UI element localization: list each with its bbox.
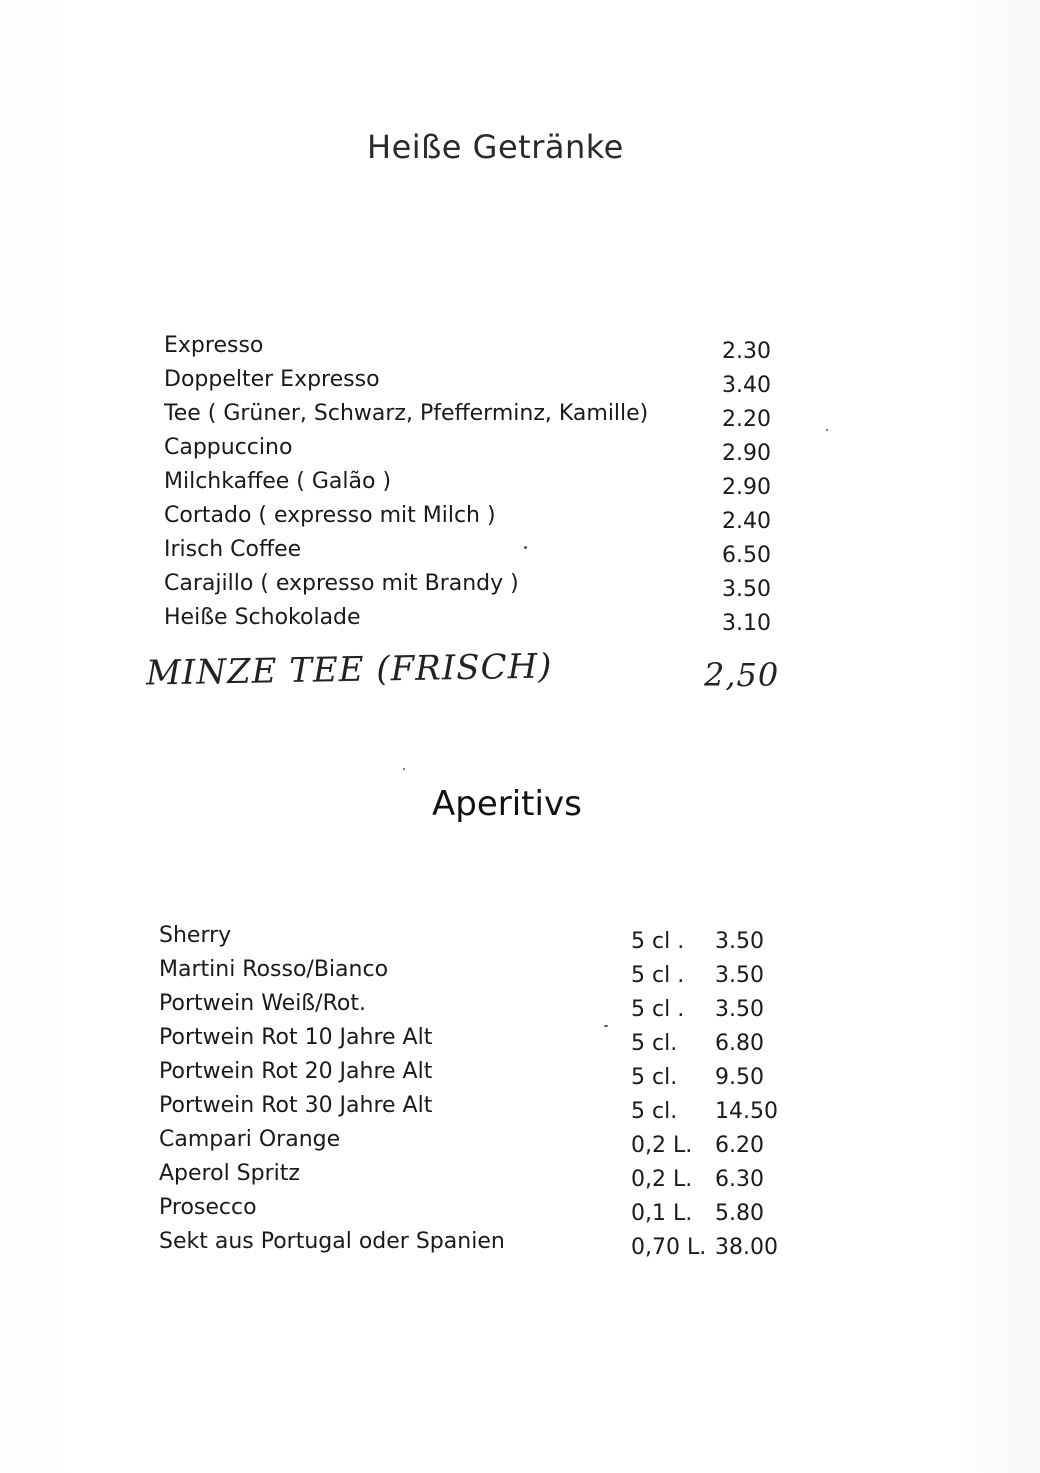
- item-price: 2.90: [722, 441, 771, 466]
- item-name: Doppelter Expresso: [164, 367, 380, 392]
- item-size: 5 cl.: [631, 1031, 678, 1056]
- item-name: Martini Rosso/Bianco: [159, 957, 389, 982]
- item-price: 3.50: [715, 963, 764, 988]
- list-item: [164, 367, 804, 401]
- aperitivs-list: [159, 923, 799, 1283]
- item-name: Carajillo ( expresso mit Brandy ): [164, 571, 519, 596]
- item-name: Cappuccino: [164, 435, 293, 460]
- item-size: 0,2 L.: [631, 1167, 693, 1192]
- item-name: Milchkaffee ( Galão ): [164, 469, 392, 494]
- item-price: 3.50: [722, 577, 771, 602]
- item-price: 38.00: [715, 1235, 778, 1260]
- item-name: Sekt aus Portugal oder Spanien: [159, 1229, 505, 1254]
- item-price: 3.40: [722, 373, 771, 398]
- item-name: Portwein Rot 20 Jahre Alt: [159, 1059, 433, 1084]
- list-item: [164, 469, 804, 503]
- list-item: [164, 333, 804, 367]
- item-price: 6.20: [715, 1133, 764, 1158]
- item-price: 2.20: [722, 407, 771, 432]
- list-item: [159, 1059, 799, 1093]
- hot-drinks-title: Heiße Getränke: [367, 128, 624, 166]
- item-price: 14.50: [715, 1099, 778, 1124]
- item-price: 2.30: [722, 339, 771, 364]
- item-name: Heiße Schokolade: [164, 605, 361, 630]
- item-price: 6.30: [715, 1167, 764, 1192]
- item-price: 3.10: [722, 611, 771, 636]
- paper-speck: [826, 429, 828, 431]
- list-item: [159, 1093, 799, 1127]
- list-item: [159, 1025, 799, 1059]
- aperitivs-title: Aperitivs: [432, 784, 582, 824]
- item-name: Expresso: [164, 333, 264, 358]
- item-name: Sherry: [159, 923, 232, 948]
- list-item: [164, 401, 804, 435]
- item-name: Campari Orange: [159, 1127, 341, 1152]
- item-size: 0,70 L.: [631, 1235, 707, 1260]
- item-size: 5 cl.: [631, 1065, 678, 1090]
- item-price: 3.50: [715, 929, 764, 954]
- item-price: 6.50: [722, 543, 771, 568]
- paper-speck: [403, 768, 405, 770]
- item-name: Portwein Rot 10 Jahre Alt: [159, 1025, 433, 1050]
- item-size: 0,1 L.: [631, 1201, 693, 1226]
- paper-speck: [604, 1025, 608, 1027]
- list-item: [164, 503, 804, 537]
- list-item: [159, 1161, 799, 1195]
- hot-drinks-list: [164, 333, 804, 673]
- item-size: 0,2 L.: [631, 1133, 693, 1158]
- item-size: 5 cl.: [631, 1099, 678, 1124]
- item-name: Prosecco: [159, 1195, 257, 1220]
- list-item: [159, 957, 799, 991]
- item-price: 2.40: [722, 509, 771, 534]
- item-name: Irisch Coffee: [164, 537, 302, 562]
- list-item: [159, 1229, 799, 1263]
- item-name: Cortado ( expresso mit Milch ): [164, 503, 496, 528]
- list-item: [164, 605, 804, 639]
- list-item: [164, 571, 804, 605]
- item-name: Portwein Weiß/Rot.: [159, 991, 366, 1016]
- list-item: [159, 991, 799, 1025]
- item-price: 5.80: [715, 1201, 764, 1226]
- item-price: 3.50: [715, 997, 764, 1022]
- handwritten-item-price: 2,50: [704, 656, 780, 694]
- list-item: [159, 1195, 799, 1229]
- item-price: 9.50: [715, 1065, 764, 1090]
- list-item: [164, 537, 804, 571]
- item-name: Tee ( Grüner, Schwarz, Pfefferminz, Kamille): [164, 401, 649, 426]
- item-price: 2.90: [722, 475, 771, 500]
- item-name: Portwein Rot 30 Jahre Alt: [159, 1093, 433, 1118]
- item-size: 5 cl .: [631, 929, 685, 954]
- list-item: [164, 435, 804, 469]
- item-price: 6.80: [715, 1031, 764, 1056]
- handwritten-item-name: MINZE TEE (FRISCH): [145, 646, 553, 694]
- item-size: 5 cl .: [631, 997, 685, 1022]
- item-size: 5 cl .: [631, 963, 685, 988]
- handwritten-addition: [144, 640, 804, 710]
- paper-speck: [524, 546, 527, 549]
- list-item: [159, 1127, 799, 1161]
- item-name: Aperol Spritz: [159, 1161, 300, 1186]
- list-item: [159, 923, 799, 957]
